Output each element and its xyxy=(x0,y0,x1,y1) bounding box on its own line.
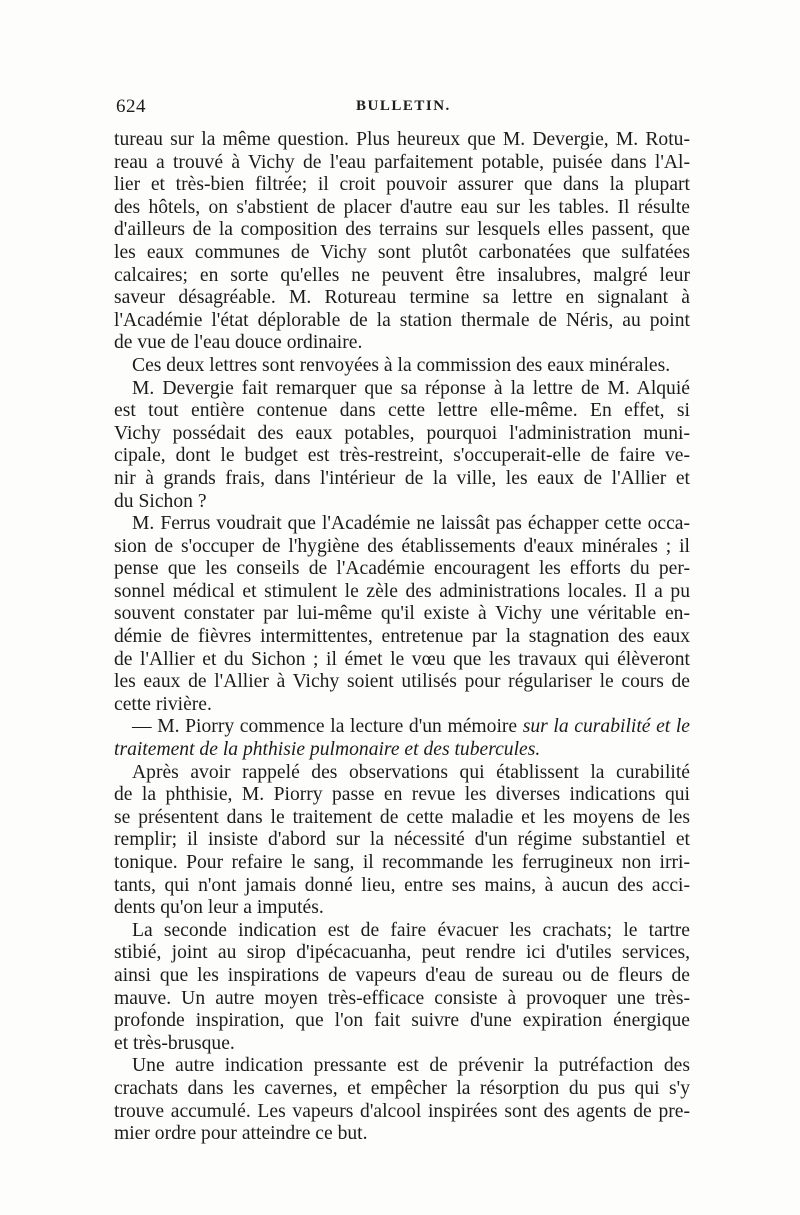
text-line: démie de fièvres intermittentes, entretenue par la stagnation des eaux xyxy=(114,626,690,648)
text-run: — M. Piorry commence la lecture d'un mémoire xyxy=(132,716,523,738)
text-line: Après avoir rappelé des observations qui établissent la curabilité xyxy=(132,761,690,783)
text-line: tureau sur la même question. Plus heureux que M. Devergie, M. Rotu- xyxy=(114,129,690,150)
italic-title-run: sur la curabilité et le xyxy=(522,716,690,738)
text-line: se présentent dans le traitement de cette maladie et les moyens de les xyxy=(114,806,690,828)
running-head: BULLETIN. xyxy=(356,98,451,114)
text-line: profonde inspiration, que l'on fait suivre d'une expiration énergique xyxy=(114,1010,690,1032)
text-line: traitement de la phthisie pulmonaire et des tubercules. xyxy=(114,739,541,761)
text-line: sion de s'occuper de l'hygiène des établissements d'eaux minérales ; il xyxy=(114,535,690,557)
text-line: des hôtels, on s'abstient de placer d'autre eau sur les tables. Il résulte xyxy=(114,196,690,218)
text-line: tonique. Pour refaire le sang, il recommande les ferrugineux non irri- xyxy=(114,852,690,873)
text-line: de vue de l'eau douce ordinaire. xyxy=(114,332,363,354)
text-line: d'ailleurs de la composition des terrains sur lesquels elles passent, que xyxy=(114,219,690,241)
text-line: Ces deux lettres sont renvoyées à la commission des eaux minérales. xyxy=(132,354,671,376)
text-line: sonnel médical et stimulent le zèle des administrations locales. Il a pu xyxy=(114,580,690,602)
text-line: souvent constater par lui-même qu'il existe à Vichy une véritable en- xyxy=(114,603,690,625)
body-text xyxy=(114,129,690,1146)
text-line: dents qu'on leur a imputés. xyxy=(114,897,324,919)
text-line: du Sichon ? xyxy=(114,490,207,512)
text-line: Une autre indication pressante est de prévenir la putréfaction des xyxy=(132,1055,690,1077)
text-line: crachats dans les cavernes, et empêcher la résorption du pus qui s'y xyxy=(114,1077,690,1099)
text-line: remplir; il insiste d'abord sur la nécessité d'un régime substantiel et xyxy=(114,829,690,851)
text-line: ainsi que les inspirations de vapeurs d'eau de sureau ou de fleurs de xyxy=(114,964,690,986)
text-line: trouve accumulé. Les vapeurs d'alcool inspirées sont des agents de pre- xyxy=(114,1100,690,1122)
text-line: La seconde indication est de faire évacuer les crachats; le tartre xyxy=(132,919,690,941)
text-line: stibié, joint au sirop d'ipécacuanha, peut rendre ici d'utiles services, xyxy=(114,942,690,964)
text-line: nir à grands frais, dans l'intérieur de la ville, les eaux de l'Allier et xyxy=(114,467,690,489)
text-line: tants, qui n'ont jamais donné lieu, entre ses mains, à aucun des acci- xyxy=(114,874,690,896)
text-line: M. Ferrus voudrait que l'Académie ne laissât pas échapper cette occa- xyxy=(132,513,690,535)
text-line: cette rivière. xyxy=(114,693,212,715)
text-line: pense que les conseils de l'Académie encouragent les efforts du per- xyxy=(114,558,690,580)
text-line: mier ordre pour atteindre ce but. xyxy=(114,1123,368,1145)
text-line: Vichy possédait des eaux potables, pourquoi l'administration muni- xyxy=(114,422,690,444)
text-line xyxy=(114,716,690,739)
text-line: M. Devergie fait remarquer que sa réponse à la lettre de M. Alquié xyxy=(132,377,690,399)
text-line: mauve. Un autre moyen très-efficace consiste à provoquer une très- xyxy=(114,987,690,1009)
page-header xyxy=(116,96,690,126)
text-line: et très-brusque. xyxy=(114,1032,235,1054)
text-line: lier et très-bien filtrée; il croit pouvoir assurer que dans la plupart xyxy=(114,174,690,196)
text-line: de l'Allier et du Sichon ; il émet le vœu que les travaux qui élèveront xyxy=(114,648,690,670)
text-line: de la phthisie, M. Piorry passe en revue les diverses indications qui xyxy=(114,784,690,806)
text-line: les eaux communes de Vichy sont plutôt carbonatées que sulfatées xyxy=(114,241,690,263)
text-line: l'Académie l'état déplorable de la station thermale de Néris, au point xyxy=(114,309,690,331)
text-line: reau a trouvé à Vichy de l'eau parfaitement potable, puisée dans l'Al- xyxy=(114,151,690,173)
text-line: calcaires; en sorte qu'elles ne peuvent être insalubres, malgré leur xyxy=(114,264,690,286)
text-line: saveur désagréable. M. Rotureau termine sa lettre en signalant à xyxy=(114,287,690,309)
text-line: les eaux de l'Allier à Vichy soient utilisés pour régulariser le cours de xyxy=(114,671,690,693)
text-line: cipale, dont le budget est très-restreint, s'occuperait-elle de faire ve- xyxy=(114,445,690,467)
page-number: 624 xyxy=(116,96,146,117)
text-line: est tout entière contenue dans cette lettre elle-même. En effet, si xyxy=(114,400,690,422)
